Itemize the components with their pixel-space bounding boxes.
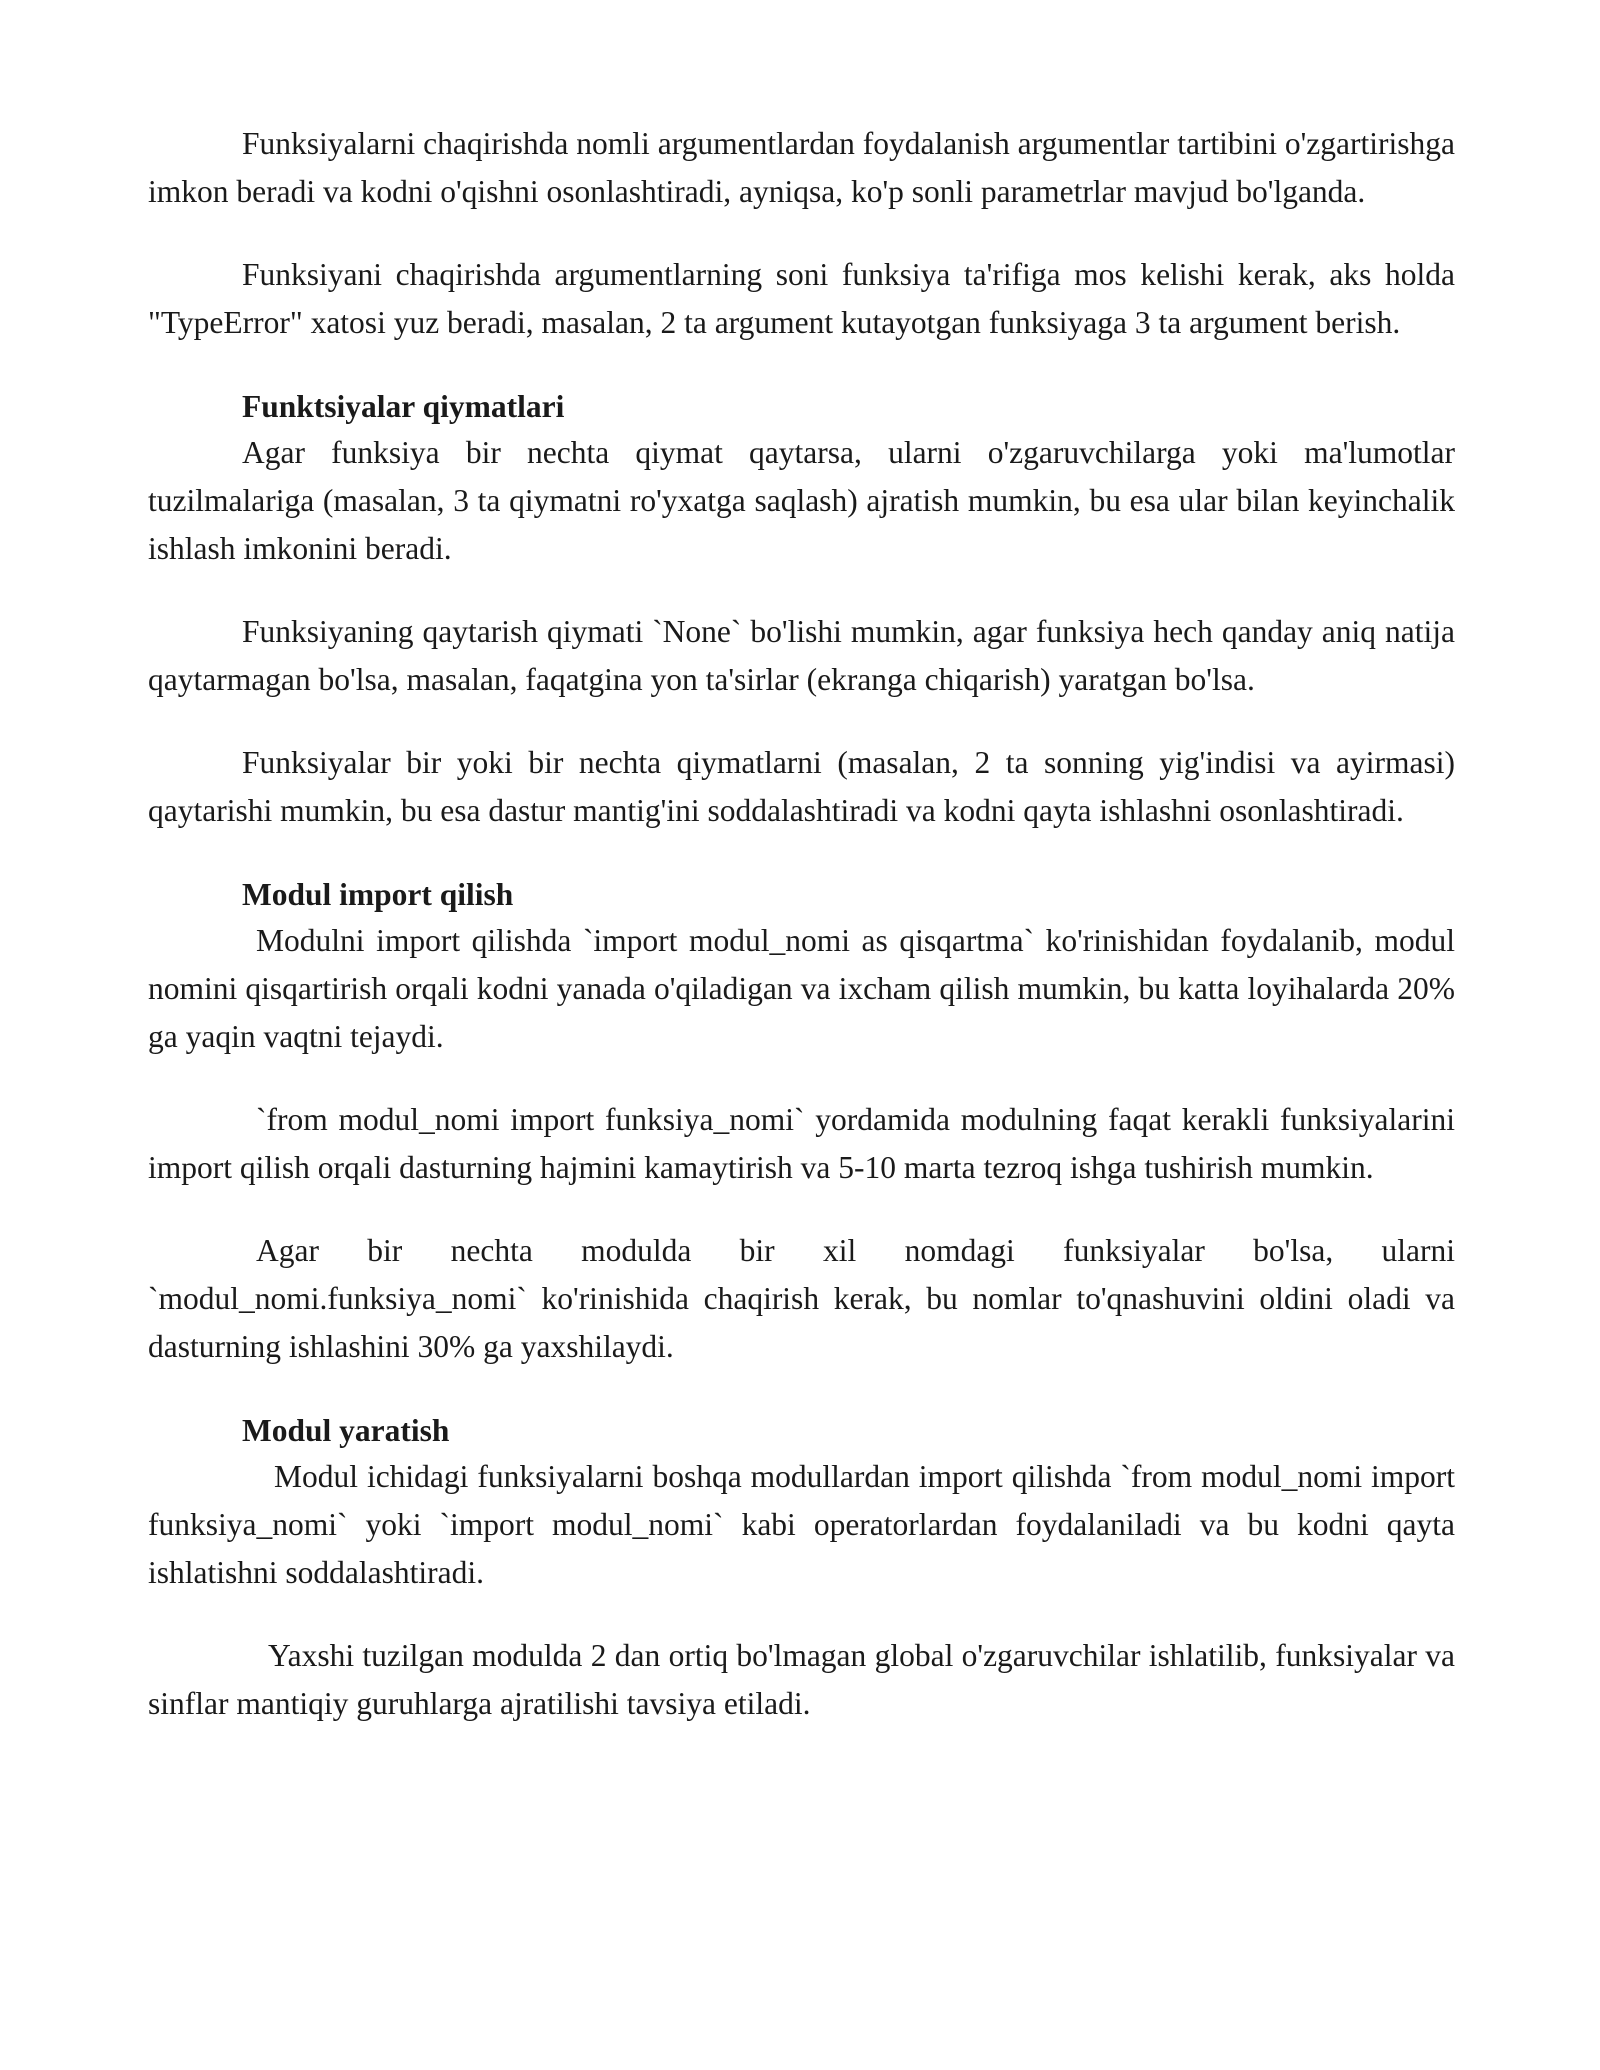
heading-function-values: Funktsiyalar qiymatlari	[242, 389, 565, 424]
paragraph-module-import-operators: Modul ichidagi funksiyalarni boshqa modullardan import qilishda `from modul_nomi import funksiya_nomi` yoki `import modul_nomi` kabi operatorlardan foydalaniladi va bu kodni qayta ishlatishni soddalashtiradi.	[148, 1459, 1455, 1590]
paragraph-argument-count: Funksiyani chaqirishda argumentlarning soni funksiya ta'rifiga mos kelishi kerak, aks holda "TypeError" xatosi yuz beradi, masalan, 2 ta argument kutayotgan funksiyaga 3 ta argument berish.	[148, 257, 1455, 340]
heading-module-create: Modul yaratish	[242, 1413, 450, 1448]
paragraph-global-variables: Yaxshi tuzilgan modulda 2 dan ortiq bo'lmagan global o'zgaruvchilar ishlatilib, funksiyalar va sinflar mantiqiy guruhlarga ajratilishi tavsiya etiladi.	[148, 1638, 1455, 1721]
document-page	[148, 120, 1455, 1763]
paragraph-named-arguments: Funksiyalarni chaqirishda nomli argumentlardan foydalanish argumentlar tartibini o'zgartirishga imkon beradi va kodni o'qishni osonlashtiradi, ayniqsa, ko'p sonli parametrlar mavjud bo'lganda.	[148, 126, 1455, 209]
paragraph-return-values: Funksiyalar bir yoki bir nechta qiymatlarni (masalan, 2 ta sonning yig'indisi va ayirmasi) qaytarishi mumkin, bu esa dastur mantig'ini soddalashtiradi va kodni qayta ishlashni osonlashtiradi.	[148, 745, 1455, 828]
paragraph-name-conflicts: Agar bir nechta modulda bir xil nomdagi funksiyalar bo'lsa, ularni `modul_nomi.funksiya_nomi` ko'rinishida chaqirish kerak, bu nomlar to'qnashuvini oldini oladi va dasturning ishlashini 30% ga yaxshilaydi.	[148, 1233, 1455, 1364]
paragraph-multiple-values: Agar funksiya bir nechta qiymat qaytarsa, ularni o'zgaruvchilarga yoki ma'lumotlar tuzilmalariga (masalan, 3 ta qiymatni ro'yxatga saqlash) ajratish mumkin, bu esa ular bilan keyinchalik ishlash imkonini beradi.	[148, 435, 1455, 566]
paragraph-import-alias: Modulni import qilishda `import modul_nomi as qisqartma` ko'rinishidan foydalanib, modul nomini qisqartirish orqali kodni yanada o'qiladigan va ixcham qilish mumkin, bu katta loyihalarda 20% ga yaqin vaqtni tejaydi.	[148, 923, 1455, 1054]
heading-module-import: Modul import qilish	[242, 877, 514, 912]
paragraph-none-return: Funksiyaning qaytarish qiymati `None` bo'lishi mumkin, agar funksiya hech qanday aniq natija qaytarmagan bo'lsa, masalan, faqatgina yon ta'sirlar (ekranga chiqarish) yaratgan bo'lsa.	[148, 614, 1455, 697]
paragraph-from-import: `from modul_nomi import funksiya_nomi` yordamida modulning faqat kerakli funksiyalarini import qilish orqali dasturning hajmini kamaytirish va 5-10 marta tezroq ishga tushirish mumkin.	[148, 1102, 1455, 1185]
